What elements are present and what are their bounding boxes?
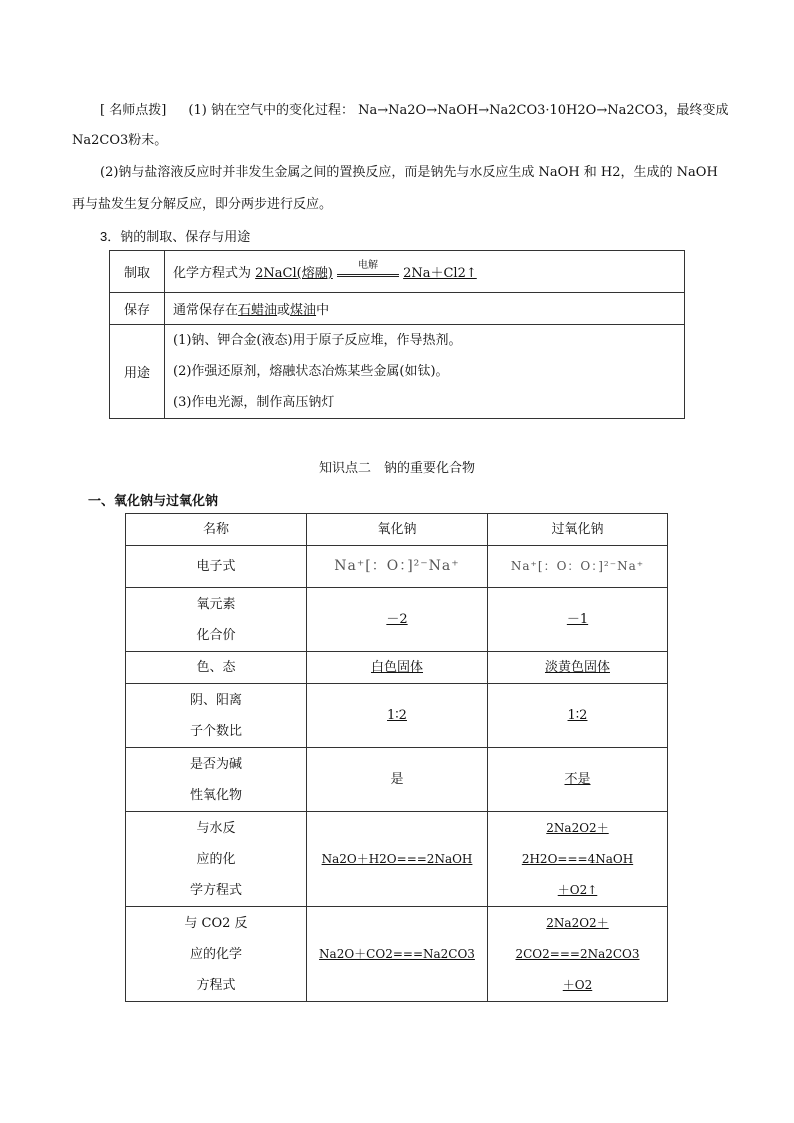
row-label-ion-ratio xyxy=(126,684,307,748)
value-text: 1∶2 xyxy=(567,708,588,723)
kp2-subheading: 一、氧化钠与过氧化钠 xyxy=(88,493,219,508)
row-label-storage: 保存 xyxy=(110,293,165,325)
col-header-name: 名称 xyxy=(126,514,307,546)
row-label-color-state: 色、态 xyxy=(126,652,307,684)
ratio-na2o2 xyxy=(488,684,668,748)
table-row xyxy=(126,748,668,812)
row-label-co2-reaction xyxy=(126,907,307,1002)
use-line-2: (2)作强还原剂，熔融状态冶炼某些金属(如钛)。 xyxy=(173,364,449,379)
tip-paragraph-1 xyxy=(72,96,734,126)
electron-formula-na2o xyxy=(307,546,488,588)
table-header-row xyxy=(126,514,668,546)
equation-text: 2Na2O2＋2H2O===4NaOH xyxy=(521,820,634,866)
sodium-prep-table xyxy=(109,250,685,419)
equation-text: Na2O＋H2O===2NaOH xyxy=(321,851,473,866)
table-row xyxy=(126,812,668,907)
use-line-1: (1)钠、钾合金(液态)用于原子反应堆，作导热剂。 xyxy=(173,333,462,348)
water-eq-na2o xyxy=(307,812,488,907)
co2-eq-na2o2 xyxy=(488,907,668,1002)
valence-na2o xyxy=(307,588,488,652)
label-line: 应的化学 xyxy=(189,946,242,962)
storage-text xyxy=(165,293,685,325)
electron-na2o-text: Na⁺[：O：]²⁻Na⁺ xyxy=(334,558,460,574)
water-eq-na2o2 xyxy=(488,812,668,907)
table-row xyxy=(110,251,685,293)
prep-reactant: 2NaCl(熔融) xyxy=(255,266,333,281)
label-line: 性氧化物 xyxy=(189,787,242,803)
value-text: －1 xyxy=(566,612,589,627)
value-text: 1∶2 xyxy=(387,708,407,723)
row-label-uses: 用途 xyxy=(110,325,165,419)
storage-a: 通常保存在 xyxy=(173,303,239,318)
tip-p2-b: 再与盐发生复分解反应，即分两步进行反应。 xyxy=(72,197,333,212)
col-header-na2o2: 过氧化钠 xyxy=(488,514,668,546)
label-line: 应的化 xyxy=(196,851,236,867)
row-label-electron: 电子式 xyxy=(126,546,307,588)
storage-b: 中 xyxy=(316,303,330,318)
table-row xyxy=(126,907,668,1002)
row-label-prep: 制取 xyxy=(110,251,165,293)
table-row xyxy=(110,293,685,325)
storage-u2: 煤油 xyxy=(290,303,317,318)
kp2-heading: 知识点二 钠的重要化合物 xyxy=(318,460,475,475)
co2-eq-na2o xyxy=(307,907,488,1002)
row-label-basic-oxide xyxy=(126,748,307,812)
color-na2o xyxy=(307,652,488,684)
value-text: 不是 xyxy=(564,772,591,787)
uses-cell xyxy=(165,325,685,419)
prep-product: 2Na＋Cl2↑ xyxy=(403,266,477,281)
value-text: －2 xyxy=(386,612,408,627)
storage-mid: 或 xyxy=(277,303,291,318)
basic-na2o2 xyxy=(488,748,668,812)
label-line: 学方程式 xyxy=(189,882,242,898)
use-line-3: (3)作电光源，制作高压钠灯 xyxy=(173,395,335,410)
section3-title: 3．钠的制取、保存与用途 xyxy=(100,229,251,244)
prep-condition: 电解 xyxy=(357,260,378,271)
label-line: 是否为碱 xyxy=(189,756,242,772)
valence-na2o2 xyxy=(488,588,668,652)
table-row xyxy=(126,588,668,652)
tip-p1-tail: Na2CO3粉末。 xyxy=(72,133,168,148)
label-line: 方程式 xyxy=(196,977,236,993)
value-text: 是 xyxy=(390,772,404,787)
label-line: 子个数比 xyxy=(189,723,242,739)
equation-text: 2Na2O2＋2CO2===2Na2CO3 xyxy=(515,915,640,961)
label-line: 化合价 xyxy=(196,627,236,643)
equation-text: Na2O＋CO2===Na2CO3 xyxy=(319,946,475,961)
label-line: 阴、阳离 xyxy=(189,692,242,708)
color-na2o2 xyxy=(488,652,668,684)
storage-u1: 石蜡油 xyxy=(238,303,278,318)
label-line: 氧元素 xyxy=(196,596,236,612)
tip-p1-lead: (1) 钠在空气中的变化过程： xyxy=(188,103,354,118)
equation-text: ＋O2 xyxy=(562,977,593,992)
tip-p1-chain: Na→Na2O→NaOH→Na2CO3·10H2O→Na2CO3，最终变成 xyxy=(358,103,729,118)
row-label-water-reaction xyxy=(126,812,307,907)
electron-na2o2-text: Na⁺[：O：O：]²⁻Na⁺ xyxy=(510,559,645,573)
tip-tag: [ 名师点拨] xyxy=(100,103,167,118)
value-text: 淡黄色固体 xyxy=(544,660,610,675)
electron-formula-na2o2 xyxy=(488,546,668,588)
label-line: 与 CO2 反 xyxy=(184,915,248,931)
basic-na2o xyxy=(307,748,488,812)
table-row xyxy=(126,546,668,588)
value-text: 白色固体 xyxy=(370,660,423,675)
tip-p2-a: (2)钠与盐溶液反应时并非发生金属之间的置换反应，而是钠先与水反应生成 NaOH 和 H2，生成的 NaOH xyxy=(100,165,718,180)
table-row xyxy=(126,684,668,748)
oxides-compare-table xyxy=(125,513,668,1002)
prep-lead: 化学方程式为 xyxy=(173,266,252,281)
prep-equation xyxy=(165,251,685,293)
table-row xyxy=(126,652,668,684)
ratio-na2o xyxy=(307,684,488,748)
label-line: 与水反 xyxy=(196,820,236,836)
col-header-na2o: 氧化钠 xyxy=(307,514,488,546)
table-row xyxy=(110,325,685,419)
electrolysis-arrow xyxy=(337,260,399,277)
row-label-valence xyxy=(126,588,307,652)
equation-text: ＋O2↑ xyxy=(557,882,598,897)
